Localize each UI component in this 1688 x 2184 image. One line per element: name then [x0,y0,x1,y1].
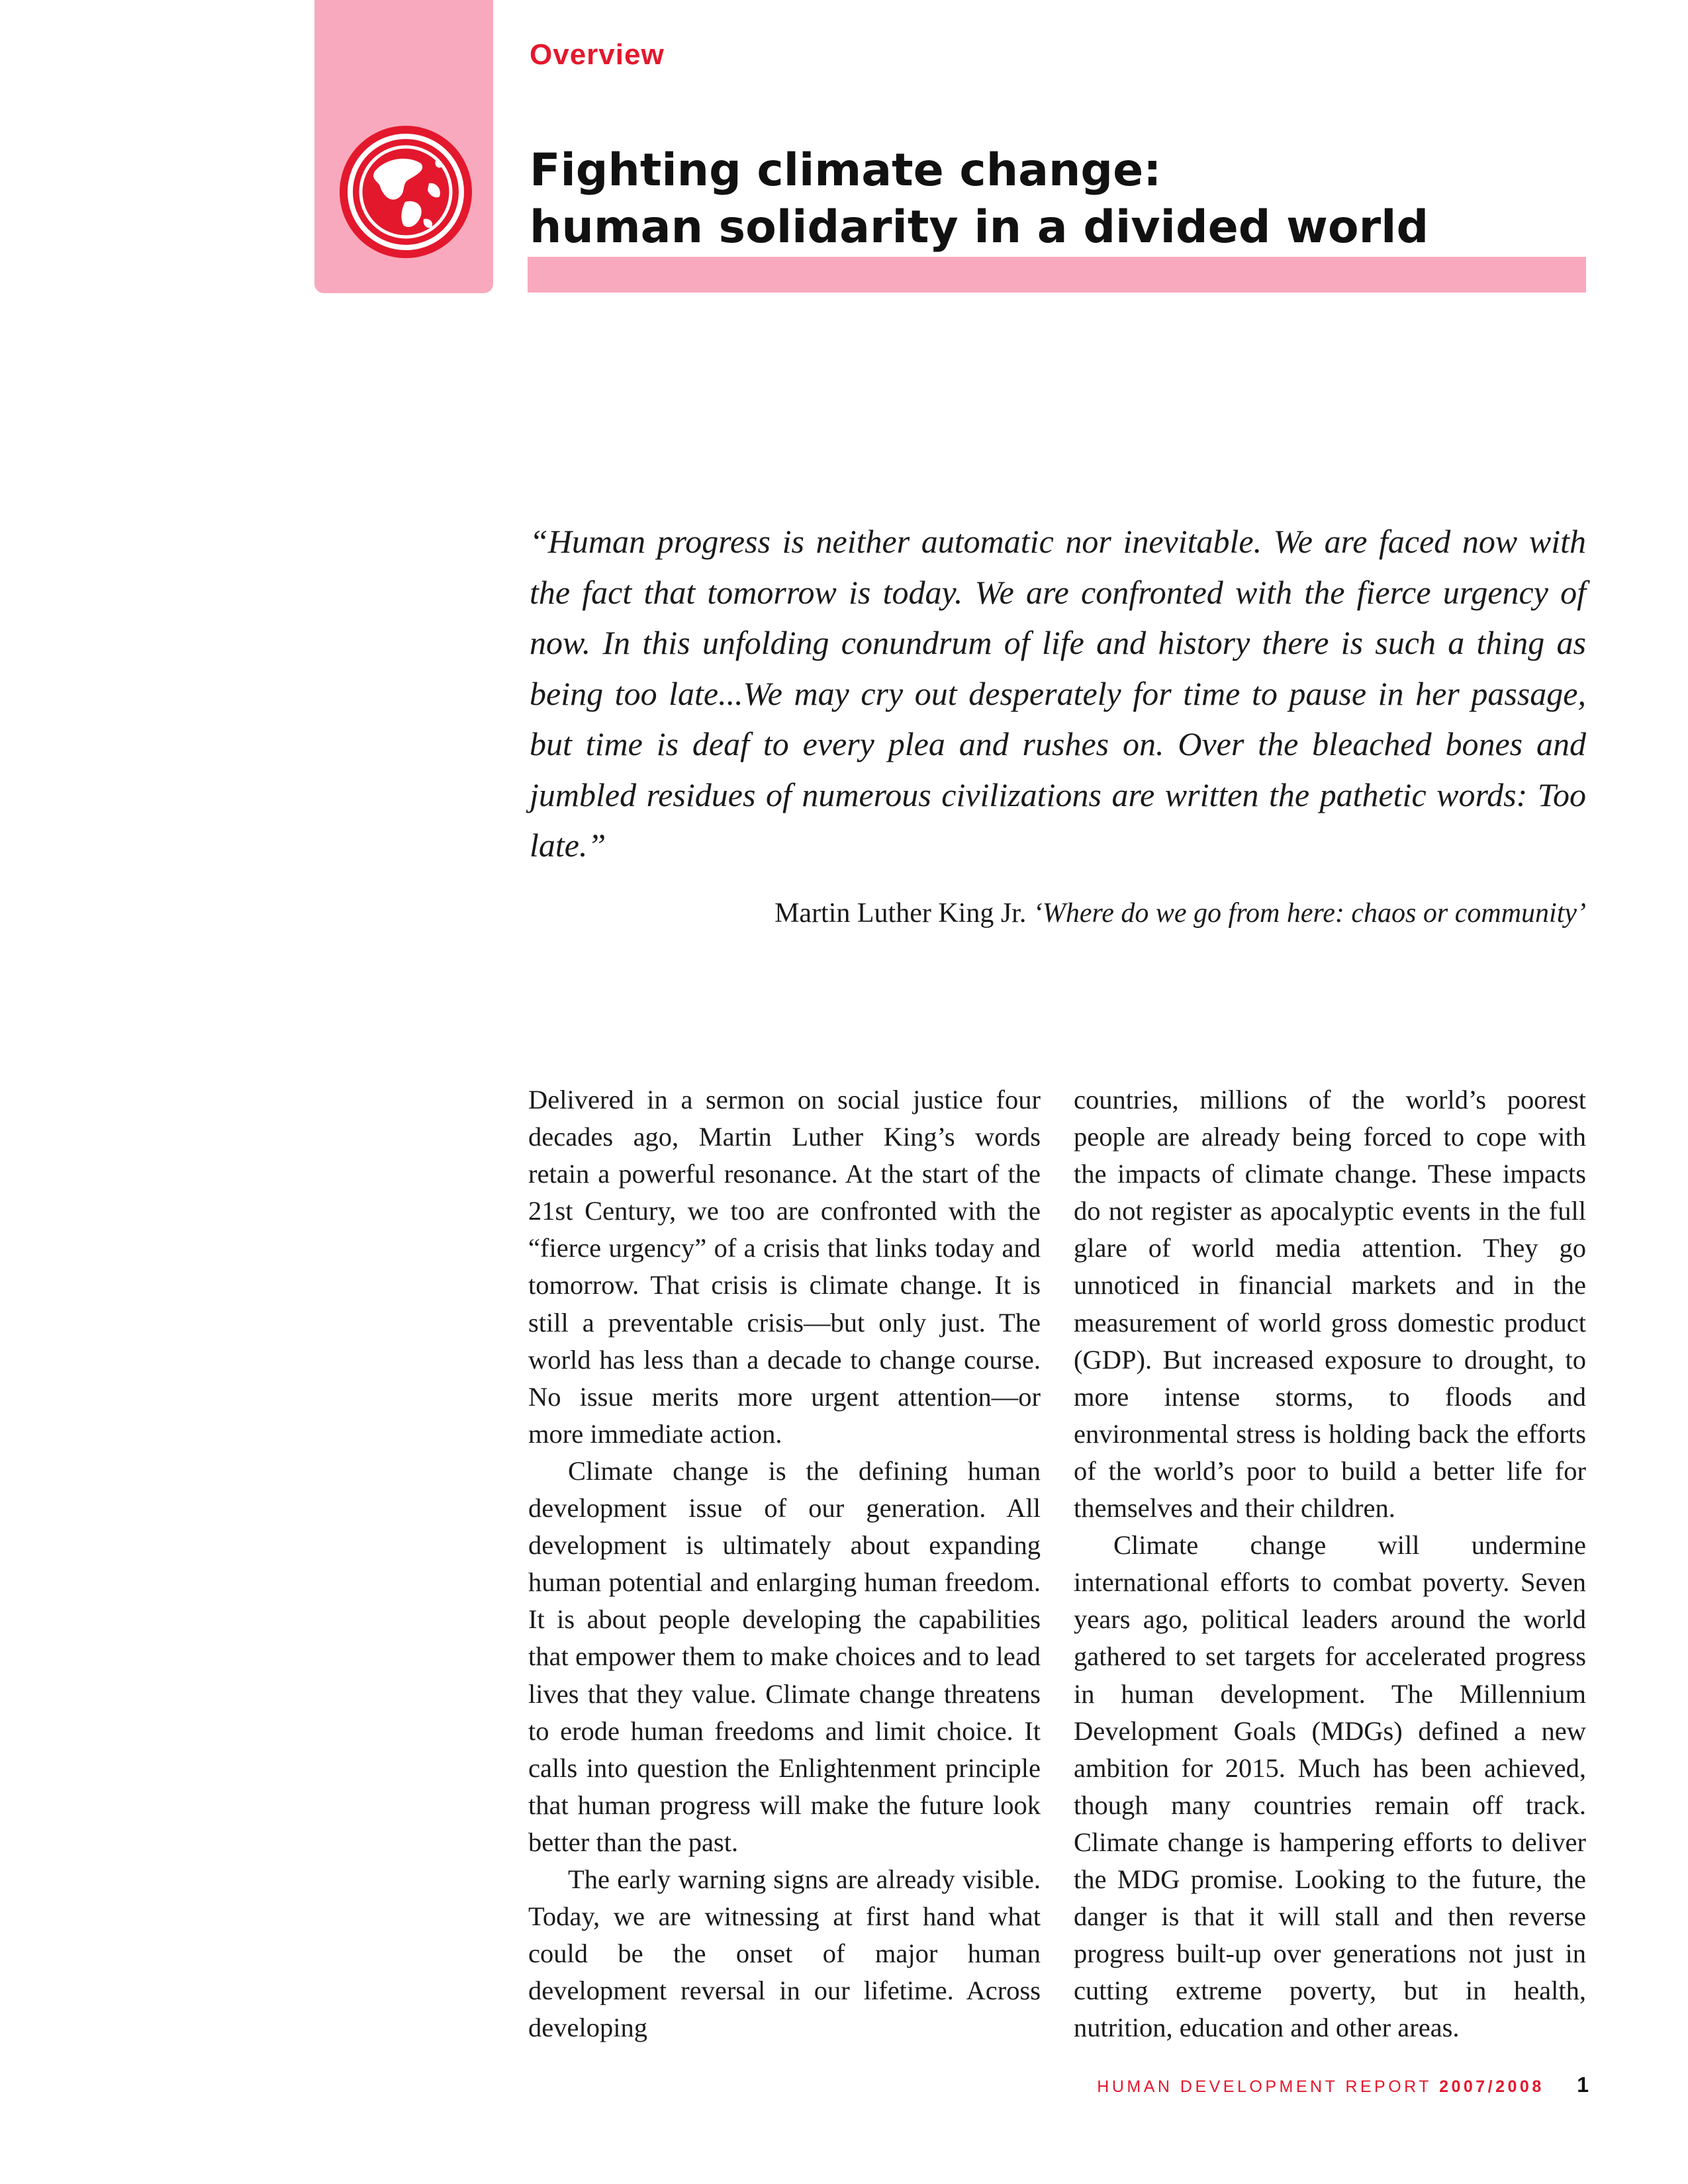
paragraph: Climate change will undermine international efforts to combat poverty. Seven years ago, political leaders around the world gathered to set targets for accelerated progress in human development. The Millennium Development Goals (MDGs) defined a new ambition for 2015. Much has been achieved, though many countries remain off track. Climate change is hampering efforts to deliver the MDG promise. Looking to the future, the danger is that it will stall and then reverse progress built-up over generations not just in cutting extreme poverty, but in health, nutrition, education and other areas. [1074,1530,1586,2043]
page-footer [1097,2073,1589,2097]
title-rule [528,257,1586,293]
body-column-right [1074,1081,1586,2046]
epigraph-attribution [530,893,1586,933]
paragraph: countries, millions of the world’s poorest people are already being forced to cope with the impacts of climate change. These impacts do not register as apocalyptic events in the full glare of world media attention. They go unnoticed in financial markets and in the measurement of world gross domestic product (GDP). But increased exposure to drought, to more intense storms, to floods and environmental stress is holding back the efforts of the world’s poor to build a better life for themselves and their children. [1074,1085,1586,1524]
page-title-line-1: Fighting climate change: [530,144,1162,197]
globe-icon [336,122,475,261]
page-title-line-2: human solidarity in a divided world [530,201,1429,253]
section-label: Overview [530,38,665,71]
epigraph-author: Martin Luther King Jr. [774,898,1027,929]
epigraph-quote: “Human progress is neither automatic nor inevitable. We are faced now with the fact that tomorrow is today. We are confronted with the fierce urgency of now. In this unfolding conundrum of life and history there is such a thing as being too late...We may cry out desperately for time to pause in her passage, but time is deaf to every plea and rushes on. Over the bleached bones and jumbled residues of numerous civilizations are written the pathetic words: Too late.” [530,523,1586,864]
page-number: 1 [1577,2073,1589,2097]
body-column-left [528,1081,1041,2046]
footer-report-name: HUMAN DEVELOPMENT REPORT [1097,2077,1432,2096]
footer-year: 2007/2008 [1439,2077,1544,2096]
paragraph: Climate change is the defining human development issue of our generation. All development is ultimately about expanding human potential and enlarging human freedom. It is about people developing the capabilities that empower them to make choices and to lead lives that they value. Climate change threatens to erode human freedoms and limit choice. It calls into question the Enlightenment principle that human progress will make the future look better than the past. [528,1455,1041,1857]
epigraph-work: ‘Where do we go from here: chaos or community’ [1033,898,1586,929]
paragraph: Delivered in a sermon on social justice four decades ago, Martin Luther King’s words retain a powerful resonance. At the start of the 21st Century, we too are confronted with the “fierce urgency” of a crisis that links today and tomorrow. That crisis is climate change. It is still a preventable crisis—but only just. The world has less than a decade to change course. No issue merits more urgent attention—or more immediate action. [528,1085,1041,1449]
paragraph: The early warning signs are already visible. Today, we are witnessing at first hand what could be the onset of major human development reversal in our lifetime. Across developing [528,1864,1041,2043]
page-title [530,142,1589,256]
